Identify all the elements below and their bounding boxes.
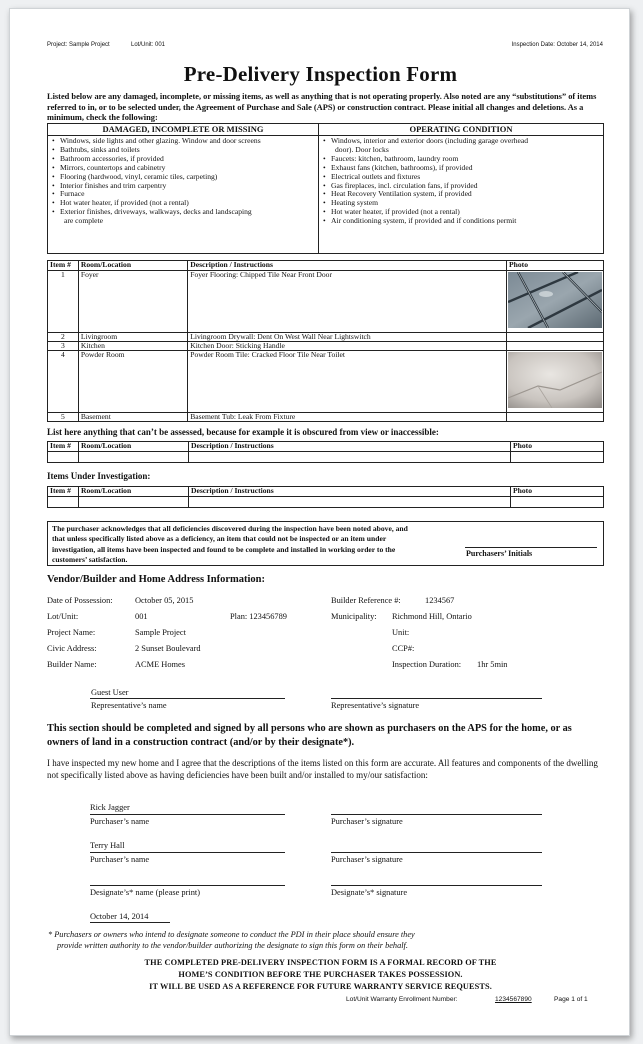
checklist-item: • Interior finishes and trim carpentry xyxy=(52,182,316,191)
checklist-item-continued: are complete xyxy=(64,216,103,226)
possession-label: Date of Possession: xyxy=(47,596,113,605)
room-cell: Foyer xyxy=(78,271,187,333)
description-cell: Powder Room Tile: Cracked Floor Tile Near Toilet xyxy=(188,351,507,413)
acknowledgement-box xyxy=(47,521,604,566)
page-number: Page 1 of 1 xyxy=(554,996,588,1003)
plan-value: Plan: 123456789 xyxy=(230,612,287,621)
item-number: 2 xyxy=(48,333,79,342)
photo-cell xyxy=(507,333,604,342)
signing-notice: This section should be completed and signed by all persons who are shown as purchasers on the APS for the home, or as owners of land in a construction contract (and/or by their designate*). xyxy=(47,723,572,748)
civic-label: Civic Address: xyxy=(47,644,97,653)
table-row xyxy=(48,351,604,413)
checklist-item: • Heating system xyxy=(323,199,601,208)
checklist-item: • Exhaust fans (kitchen, bathrooms), if provided xyxy=(323,164,601,173)
checklist-item: • Gas fireplaces, incl. circulation fans, if provided xyxy=(323,182,601,191)
designate-name-label: Designate’s* name (please print) xyxy=(90,888,200,897)
col-header-photo: Photo xyxy=(511,442,604,452)
designate-signature-label: Designate’s* signature xyxy=(331,888,408,897)
checklist-item: • Flooring (hardwood, vinyl, ceramic tiles, carpeting) xyxy=(52,173,316,182)
item-number: 4 xyxy=(48,351,79,413)
municipality-value: Richmond Hill, Ontario xyxy=(392,612,472,621)
footer-line-2: HOME’S CONDITION BEFORE THE PURCHASER TAKES POSSESSION. xyxy=(178,970,463,979)
col-header-description: Description / Instructions xyxy=(188,261,507,271)
col-header-photo: Photo xyxy=(507,261,604,271)
designate-signature-line[interactable] xyxy=(331,885,542,886)
intro-paragraph: Listed below are any damaged, incomplete, or missing items, as well as anything that is not operating properly. Also noted are any “substitutions” of items referred to in, or to be selected under, the Agreement of Purchase and Sale (APS) or construction contract. Please initial all changes and deletions. As a minimum, check the following: xyxy=(47,92,597,123)
builder-name-label: Builder Name: xyxy=(47,660,97,669)
initials-line[interactable] xyxy=(465,547,597,548)
purchaser-1-signature-label: Purchaser’s signature xyxy=(331,817,403,826)
room-cell: Powder Room xyxy=(78,351,187,413)
rep-name-value: Guest User xyxy=(91,688,129,697)
header-project: Project: Sample Project xyxy=(47,42,110,48)
col-header-item: Item # xyxy=(48,442,79,452)
civic-value: 2 Sunset Boulevard xyxy=(135,644,201,653)
tile-floor-photo[interactable] xyxy=(508,272,602,328)
photo-cell xyxy=(507,351,604,413)
col-header-item: Item # xyxy=(48,261,79,271)
warranty-number: 1234567890 xyxy=(495,996,532,1003)
project-label: Project Name: xyxy=(47,628,96,637)
checklist-item: • Faucets: kitchen, bathroom, laundry room xyxy=(323,155,601,164)
col-header-description: Description / Instructions xyxy=(189,442,511,452)
purchaser-1-name: Rick Jagger xyxy=(90,803,130,812)
photo-cell xyxy=(507,271,604,333)
checklist-item: • Heat Recovery Ventilation system, if provided xyxy=(323,190,601,199)
purchaser-2-name: Terry Hall xyxy=(90,841,125,850)
checklist-item: • Hot water heater, if provided (not a rental) xyxy=(323,208,601,217)
designate-name-line[interactable] xyxy=(90,885,285,886)
room-cell: Basement xyxy=(78,413,187,422)
possession-value: October 05, 2015 xyxy=(135,596,194,605)
checklist-header-damaged: DAMAGED, INCOMPLETE OR MISSING xyxy=(48,124,319,136)
project-value: Sample Project xyxy=(135,628,186,637)
vendor-heading: Vendor/Builder and Home Address Information: xyxy=(47,574,266,585)
builder-name-value: ACME Homes xyxy=(135,660,186,669)
item-number: 3 xyxy=(48,342,79,351)
purchaser-1-signature-line[interactable] xyxy=(331,814,542,815)
builder-ref-value: 1234567 xyxy=(425,596,455,605)
description-cell: Foyer Flooring: Chipped Tile Near Front Door xyxy=(188,271,507,333)
photo-cell xyxy=(507,342,604,351)
checklist-table xyxy=(47,123,604,254)
footnote-line-1: * Purchasers or owners who intend to designate someone to conduct the PDI in their place should ensure they xyxy=(48,930,415,939)
checklist-item: • Mirrors, countertops and cabinetry xyxy=(52,164,316,173)
municipality-label: Municipality: xyxy=(331,612,377,621)
checklist-item: • Bathroom accessories, if provided xyxy=(52,155,316,164)
checklist-item: • Hot water heater, if provided (not a rental) xyxy=(52,199,316,208)
ccp-label: CCP#: xyxy=(392,644,415,653)
checklist-item: • Windows, side lights and other glazing. Window and door screens xyxy=(52,137,316,146)
item-number: 5 xyxy=(48,413,79,422)
checklist-item: • Electrical outlets and fixtures xyxy=(323,173,601,182)
acknowledgement-text: The purchaser acknowledges that all deficiencies discovered during the inspection have been noted above, and that unless specifically listed above as a deficiency, an item that could not be inspected or an item under investigation, all items have been inspected and found to be complete and installed in working order to the customers’ satisfaction. xyxy=(52,524,408,565)
room-cell: Kitchen xyxy=(78,342,187,351)
warranty-label: Lot/Unit Warranty Enrollment Number: xyxy=(346,996,458,1003)
photo-cell xyxy=(507,413,604,422)
rep-signature-label: Representative’s signature xyxy=(331,701,420,710)
col-header-photo: Photo xyxy=(511,487,604,497)
initials-label: Purchasers’ Initials xyxy=(466,549,533,558)
deficiency-table xyxy=(47,260,604,422)
table-row xyxy=(48,333,604,342)
footer-line-1: THE COMPLETED PRE-DELIVERY INSPECTION FORM IS A FORMAL RECORD OF THE xyxy=(144,958,497,967)
rep-name-line[interactable] xyxy=(90,698,285,699)
empty-row xyxy=(48,452,604,463)
checklist-operating-column xyxy=(319,136,604,254)
table-row xyxy=(48,413,604,422)
item-number: 1 xyxy=(48,271,79,333)
col-header-room: Room/Location xyxy=(79,487,189,497)
empty-row xyxy=(48,497,604,508)
checklist-item: • Windows, interior and exterior doors (including garage overhead xyxy=(323,137,601,146)
purchaser-2-name-line[interactable] xyxy=(90,852,285,853)
col-header-room: Room/Location xyxy=(79,442,189,452)
purchaser-1-name-label: Purchaser’s name xyxy=(90,817,150,826)
description-cell: Livingroom Drywall: Dent On West Wall Near Lightswitch xyxy=(188,333,507,342)
document-page xyxy=(9,8,630,1036)
header-lot: Lot/Unit: 001 xyxy=(131,42,166,48)
form-title: Pre-Delivery Inspection Form xyxy=(183,62,458,86)
checklist-item: • Exterior finishes, driveways, walkways, decks and landscaping xyxy=(52,208,316,217)
builder-ref-label: Builder Reference #: xyxy=(331,596,401,605)
investigation-table xyxy=(47,486,604,508)
investigation-heading: Items Under Investigation: xyxy=(47,471,151,481)
description-cell: Kitchen Door: Sticking Handle xyxy=(188,342,507,351)
lot-value: 001 xyxy=(135,612,148,621)
checklist-item: • Bathtubs, sinks and toilets xyxy=(52,146,316,155)
cracked-tile-photo[interactable] xyxy=(508,352,602,408)
purchaser-1-name-line[interactable] xyxy=(90,814,285,815)
checklist-damaged-column xyxy=(48,136,319,254)
room-cell: Livingroom xyxy=(78,333,187,342)
purchaser-2-signature-label: Purchaser’s signature xyxy=(331,855,403,864)
purchaser-2-signature-line[interactable] xyxy=(331,852,542,853)
sign-date: October 14, 2014 xyxy=(90,912,149,921)
checklist-item: • Furnace xyxy=(52,190,316,199)
rep-name-label: Representative’s name xyxy=(91,701,167,710)
checklist-header-operating: OPERATING CONDITION xyxy=(319,124,604,136)
footnote-line-2: provide written authority to the vendor/builder authorizing the designate to sign this form on their behalf. xyxy=(57,941,408,950)
rep-signature-line[interactable] xyxy=(331,698,542,699)
col-header-description: Description / Instructions xyxy=(189,487,511,497)
checklist-item: • Air conditioning system, if provided and if conditions permit xyxy=(323,217,601,226)
col-header-room: Room/Location xyxy=(78,261,187,271)
unit-label: Unit: xyxy=(392,628,410,637)
col-header-item: Item # xyxy=(48,487,79,497)
sign-date-line[interactable] xyxy=(90,922,170,923)
description-cell: Basement Tub: Leak From Fixture xyxy=(188,413,507,422)
lot-label: Lot/Unit: xyxy=(47,612,79,621)
satisfaction-statement: I have inspected my new home and I agree that the descriptions of the items listed on this form are accurate. All features and components of the dwelling not specifically listed above as having deficiencies have been built and/or installed to my/our satisfaction: xyxy=(47,758,598,780)
duration-value: 1hr 5min xyxy=(477,660,508,669)
checklist-item-continued: door). Door locks xyxy=(335,144,389,154)
purchaser-2-name-label: Purchaser’s name xyxy=(90,855,150,864)
unassessed-table xyxy=(47,441,604,463)
header-inspection-date: Inspection Date: October 14, 2014 xyxy=(511,42,603,48)
table-row xyxy=(48,271,604,333)
unassessed-heading: List here anything that can’t be assessed, because for example it is obscured from view or inaccessible: xyxy=(47,427,439,437)
duration-label: Inspection Duration: xyxy=(392,660,462,669)
footer-line-3: IT WILL BE USED AS A REFERENCE FOR FUTURE WARRANTY SERVICE REQUESTS. xyxy=(149,982,492,991)
